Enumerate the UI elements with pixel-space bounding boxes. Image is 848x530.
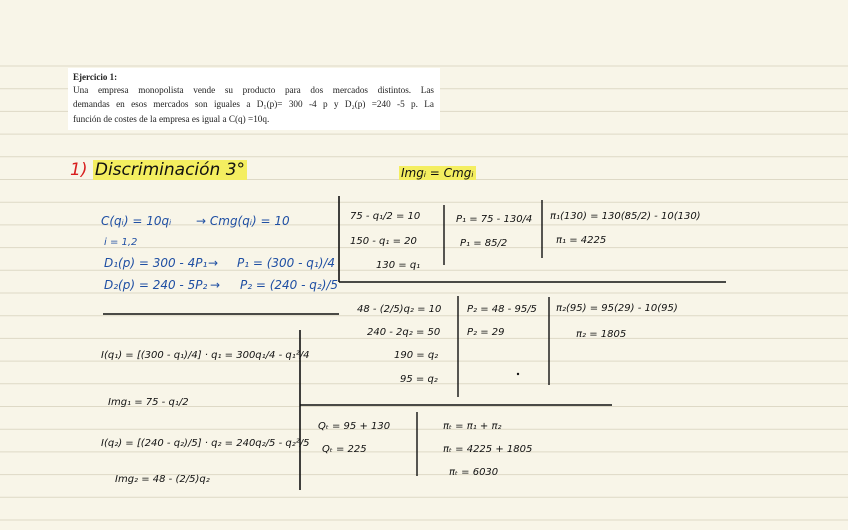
exercise-line-2: demandas en esos mercados son iguales a D₁(p)= 300 -4 p y D₂(p) =240 -5 p. La [73, 99, 434, 110]
m2-eq-3: 190 = q₂ [394, 350, 439, 361]
stray-dot [517, 373, 519, 375]
m2-profit-a: π₂(95) = 95(29) - 10(95) [556, 303, 678, 314]
marginal-income-1: Img₁ = 75 - q₁/2 [108, 397, 189, 408]
m1-price-a: P₁ = 75 - 130/4 [456, 214, 533, 225]
total-quantity-a: Qₜ = 95 + 130 [318, 421, 391, 432]
total-profit-b: πₜ = 4225 + 1805 [443, 444, 533, 455]
heading [70, 160, 247, 180]
marginal-income-2: Img₂ = 48 - (2/5)q₂ [115, 474, 210, 485]
heading-text: Discriminación 3° [94, 160, 246, 180]
income-1: I(q₁) = [(300 - q₁)/4] · q₁ = 300q₁/4 - q₁²/4 [101, 350, 310, 361]
marginal-cost: → Cmg(qᵢ) = 10 [196, 214, 290, 228]
heading-number: 1) [70, 160, 88, 180]
m2-price-a: P₂ = 48 - 95/5 [467, 304, 537, 315]
m1-profit-a: π₁(130) = 130(85/2) - 10(130) [550, 211, 701, 222]
income-2: I(q₂) = [(240 - q₂)/5] · q₂ = 240q₂/5 - q₂²/5 [101, 438, 310, 449]
exercise-title: Ejercicio 1: [73, 72, 118, 82]
inverse-demand-1: P₁ = (300 - q₁)/4 [237, 256, 336, 270]
m2-price-b: P₂ = 29 [467, 327, 505, 338]
m1-profit-b: π₁ = 4225 [556, 235, 607, 246]
arrow-1: → [208, 256, 219, 270]
m2-eq-2: 240 - 2q₂ = 50 [367, 327, 441, 338]
demand-1: D₁(p) = 300 - 4P₁ [104, 256, 208, 270]
total-quantity-b: Qₜ = 225 [322, 444, 367, 455]
exercise-line-1: Una empresa monopolista vende su producto para dos mercados distintos. Las [73, 85, 434, 95]
m2-eq-4: 95 = q₂ [400, 374, 438, 385]
arrow-2: → [210, 278, 221, 292]
total-profit-a: πₜ = π₁ + π₂ [443, 421, 502, 432]
m2-profit-b: π₂ = 1805 [576, 329, 627, 340]
m1-price-b: P₁ = 85/2 [460, 238, 508, 249]
exercise-line-3: función de costes de la empresa es igual a C(q) =10q. [73, 113, 270, 124]
m2-eq-1: 48 - (2/5)q₂ = 10 [357, 304, 442, 315]
m1-eq-3: 130 = q₁ [376, 260, 421, 271]
cost-function: C(qᵢ) = 10qᵢ [101, 214, 172, 228]
demand-2: D₂(p) = 240 - 5P₂ [104, 278, 208, 292]
m1-eq-1: 75 - q₁/2 = 10 [350, 211, 421, 222]
index-note: i = 1,2 [104, 237, 138, 248]
m1-eq-2: 150 - q₁ = 20 [350, 236, 417, 247]
rule-img-equals-cmg: Imgᵢ = Cmgᵢ [401, 166, 474, 180]
inverse-demand-2: P₂ = (240 - q₂)/5 [240, 278, 339, 292]
total-profit-c: πₜ = 6030 [449, 467, 499, 478]
